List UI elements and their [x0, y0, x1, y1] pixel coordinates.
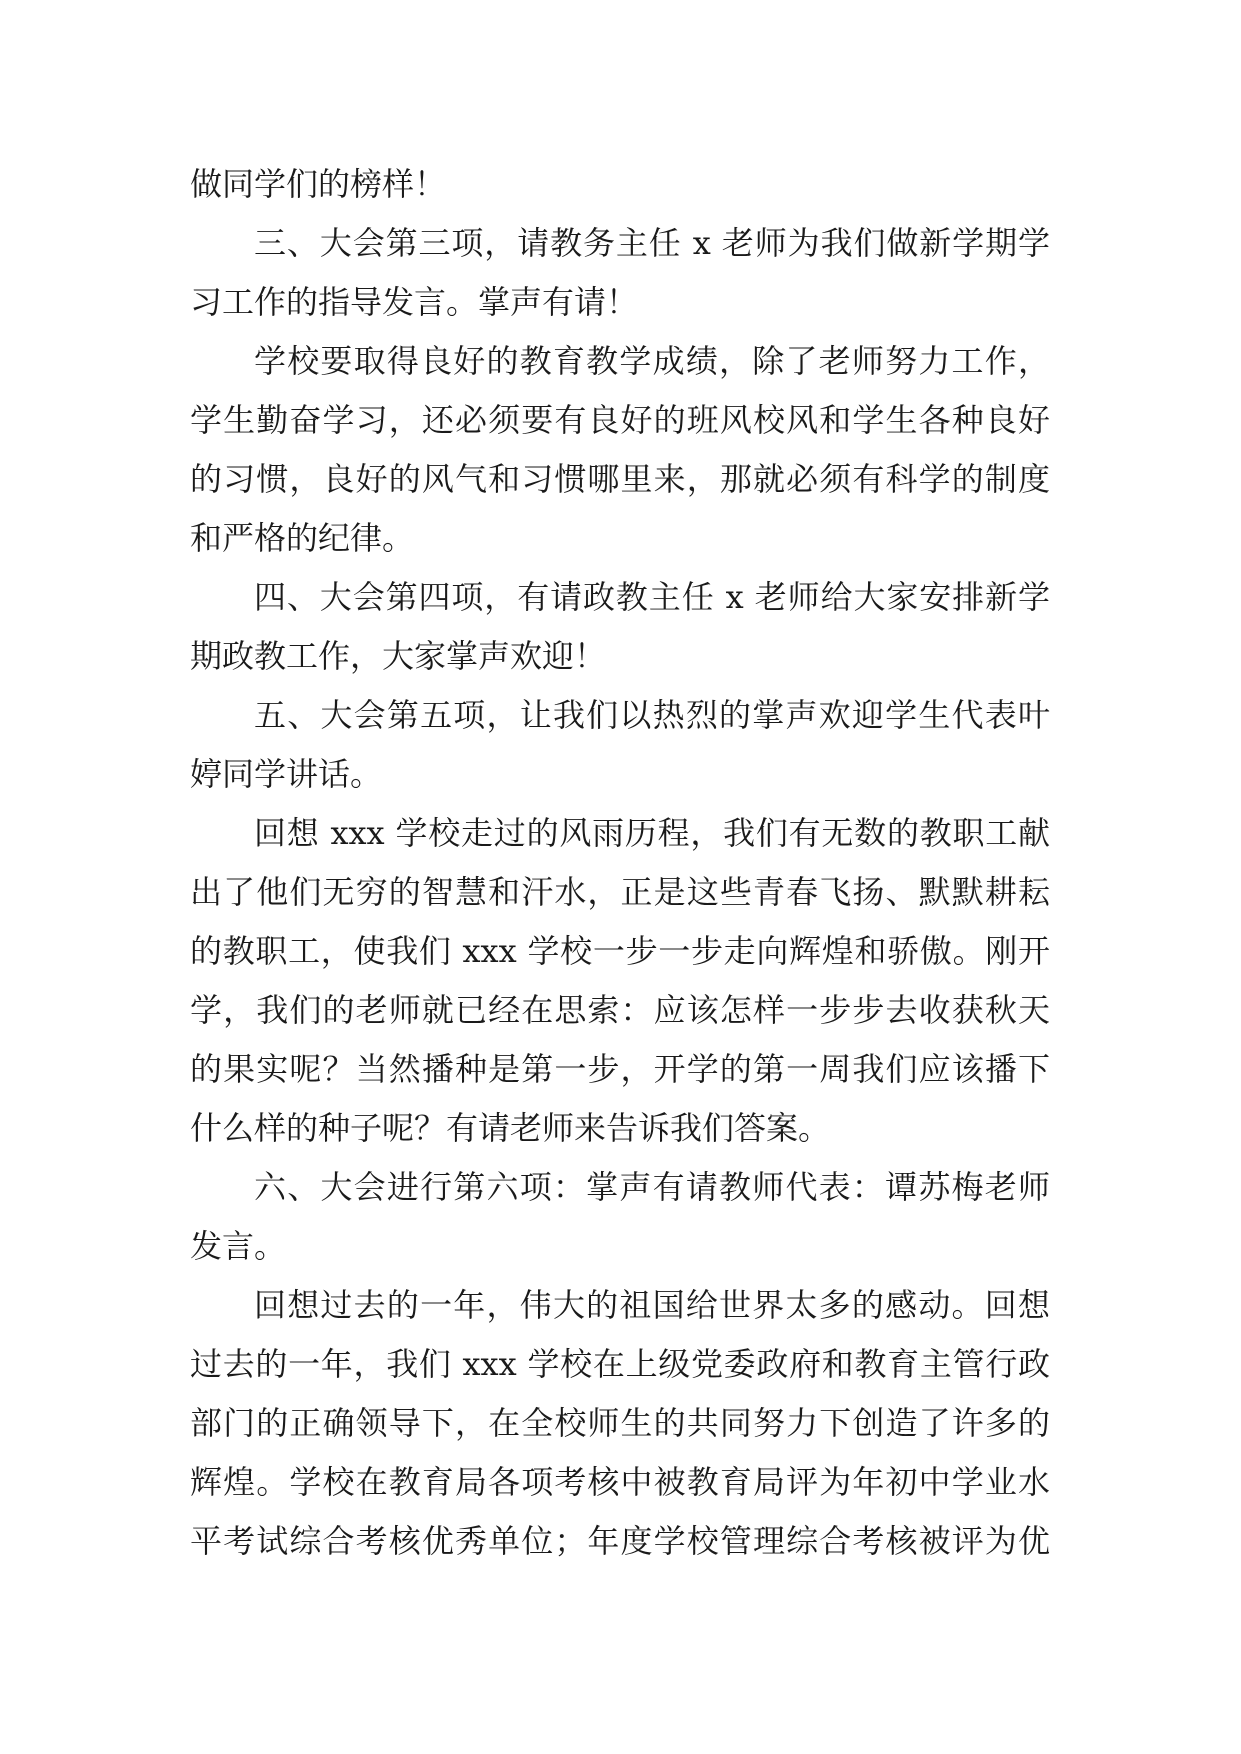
- text-line: 做同学们的榜样！: [190, 165, 447, 203]
- paragraph-first-line: 三、大会第三项，请教务主任 x 老师为我们做新学期学: [254, 224, 1050, 262]
- text-line: 过去的一年，我们 xxx 学校在上级党委政府和教育主管行政: [190, 1345, 1050, 1383]
- text-line: 部门的正确领导下，在全校师生的共同努力下创造了许多的: [190, 1404, 1050, 1442]
- text-line: 什么样的种子呢？有请老师来告诉我们答案。: [190, 1109, 831, 1147]
- text-line: 的果实呢？当然播种是第一步，开学的第一周我们应该播下: [190, 1050, 1050, 1088]
- text-line: 和严格的纪律。: [190, 519, 415, 557]
- text-line: 学生勤奋学习，还必须要有良好的班风校风和学生各种良好: [190, 401, 1050, 439]
- paragraph-first-line: 学校要取得良好的教育教学成绩，除了老师努力工作，: [254, 342, 1050, 380]
- paragraph-first-line: 回想 xxx 学校走过的风雨历程，我们有无数的教职工献: [254, 814, 1050, 852]
- text-line: 出了他们无穷的智慧和汗水，正是这些青春飞扬、默默耕耘: [190, 873, 1050, 911]
- text-line: 发言。: [190, 1227, 287, 1265]
- text-line: 习工作的指导发言。掌声有请！: [190, 283, 639, 321]
- text-line: 婷同学讲话。: [190, 755, 383, 793]
- paragraph-first-line: 五、大会第五项，让我们以热烈的掌声欢迎学生代表叶: [254, 696, 1050, 734]
- text-line: 学，我们的老师就已经在思索：应该怎样一步步去收获秋天: [190, 991, 1050, 1029]
- text-line: 的习惯，良好的风气和习惯哪里来，那就必须有科学的制度: [190, 460, 1050, 498]
- paragraph-first-line: 四、大会第四项，有请政教主任 x 老师给大家安排新学: [254, 578, 1050, 616]
- paragraph-first-line: 六、大会进行第六项：掌声有请教师代表：谭苏梅老师: [254, 1168, 1050, 1206]
- text-line: 平考试综合考核优秀单位；年度学校管理综合考核被评为优: [190, 1522, 1050, 1560]
- text-line: 辉煌。学校在教育局各项考核中被教育局评为年初中学业水: [190, 1463, 1050, 1501]
- document-body: [190, 155, 1050, 1571]
- text-line: 期政教工作，大家掌声欢迎！: [190, 637, 607, 675]
- paragraph-first-line: 回想过去的一年，伟大的祖国给世界太多的感动。回想: [254, 1286, 1050, 1324]
- text-line: 的教职工，使我们 xxx 学校一步一步走向辉煌和骄傲。刚开: [190, 932, 1050, 970]
